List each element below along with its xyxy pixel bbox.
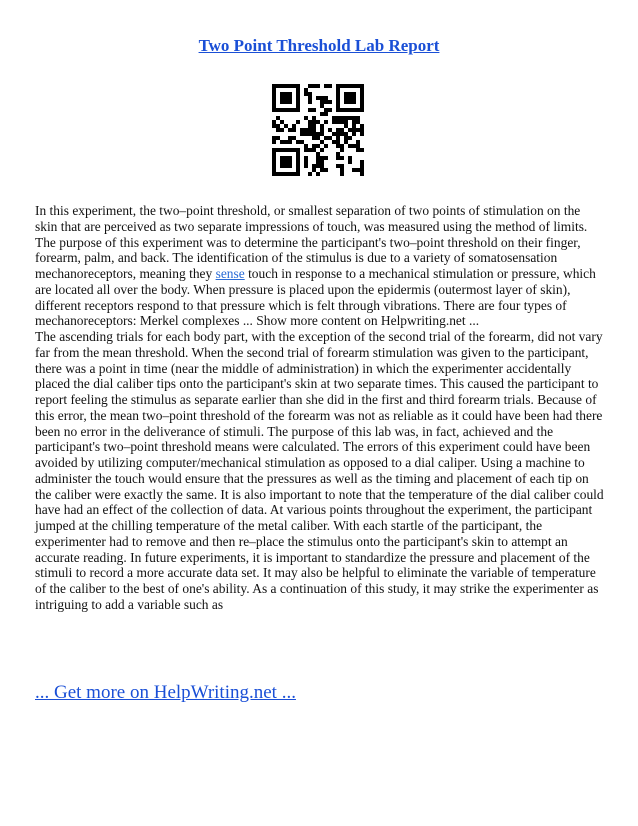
- qr-module: [356, 84, 360, 88]
- qr-module: [276, 136, 280, 140]
- qr-module: [308, 96, 312, 100]
- qr-module: [292, 124, 296, 128]
- qr-module: [348, 136, 352, 140]
- qr-module: [300, 132, 304, 136]
- qr-module: [280, 100, 284, 104]
- qr-module: [356, 140, 360, 144]
- qr-module: [280, 160, 284, 164]
- qr-module: [340, 148, 344, 152]
- qr-module: [308, 120, 312, 124]
- qr-module: [288, 136, 292, 140]
- qr-module: [336, 100, 340, 104]
- qr-module: [304, 128, 308, 132]
- qr-module: [312, 148, 316, 152]
- paragraph-intro-text-before: In this experiment, the two–point threshold, or smallest separation of two points of stimulation on the skin that are perceived as two separate impressions of touch, was measured using the method of limits. The purpose of this experiment was to determine the participant's two–point threshold on their finger, forearm, palm, and back. The identification of the stimulus is due to a variety of somatosensation mechanoreceptors, meaning they: [35, 203, 588, 281]
- qr-module: [308, 148, 312, 152]
- qr-module: [272, 84, 276, 88]
- qr-module: [344, 116, 348, 120]
- qr-module: [304, 156, 308, 160]
- qr-module: [340, 128, 344, 132]
- qr-module: [320, 156, 324, 160]
- qr-module: [356, 116, 360, 120]
- qr-module: [320, 100, 324, 104]
- qr-module: [272, 88, 276, 92]
- qr-module: [308, 172, 312, 176]
- report-body: [35, 203, 605, 613]
- qr-module: [320, 128, 324, 132]
- qr-module: [340, 172, 344, 176]
- qr-module: [296, 88, 300, 92]
- qr-module: [324, 168, 328, 172]
- qr-module: [336, 108, 340, 112]
- qr-module: [360, 88, 364, 92]
- qr-module: [276, 148, 280, 152]
- qr-module: [304, 132, 308, 136]
- qr-module: [272, 92, 276, 96]
- title-link[interactable]: Two Point Threshold Lab Report: [198, 36, 440, 55]
- qr-module: [360, 92, 364, 96]
- qr-module: [336, 88, 340, 92]
- qr-module: [340, 156, 344, 160]
- qr-module: [288, 92, 292, 96]
- qr-module: [308, 84, 312, 88]
- qr-module: [352, 92, 356, 96]
- qr-module: [276, 124, 280, 128]
- qr-module: [272, 124, 276, 128]
- qr-module: [356, 128, 360, 132]
- qr-module: [352, 120, 356, 124]
- qr-module: [312, 168, 316, 172]
- qr-module: [344, 84, 348, 88]
- qr-module: [360, 128, 364, 132]
- qr-module: [340, 120, 344, 124]
- qr-module: [272, 148, 276, 152]
- paragraph-intro-text-after: touch in response to a mechanical stimulation or pressure, which are located all over the body. When pressure is placed upon the epidermis (outermost layer of skin), different receptors respond to that pressure which is felt through vibrations. There are four types of mechanoreceptors: Merkel complexes ... Show more content on Helpwriting.net ...: [35, 266, 596, 329]
- qr-module: [280, 96, 284, 100]
- qr-module: [308, 128, 312, 132]
- qr-code-icon: [272, 84, 364, 176]
- qr-module: [304, 88, 308, 92]
- qr-module: [320, 168, 324, 172]
- qr-module: [336, 92, 340, 96]
- qr-module: [352, 84, 356, 88]
- qr-module: [336, 128, 340, 132]
- qr-module: [280, 92, 284, 96]
- qr-module: [284, 156, 288, 160]
- qr-module: [356, 148, 360, 152]
- qr-module: [284, 92, 288, 96]
- qr-module: [336, 136, 340, 140]
- paragraph-results: The ascending trials for each body part, with the exception of the second trial of the forearm, did not vary far from the mean threshold. When the second trial of forearm stimulation was given to the participant, there was a point in time (near the middle of administration) in which the experimenter accidentally placed the dial caliber tips onto the participant's skin at two separate times. This caused the participant to report feeling the stimulus as separate earlier than she did in the first and third forearm trials. Because of this error, the mean two–point threshold of the forearm was not as reliable as it could have been had there been no error in the deliverance of stimuli. The purpose of this lab was, in fact, achieved and the participant's two–point threshold means were calculated. The errors of this experiment could have been avoided by utilizing computer/mechanical stimulation as opposed to a dial caliper. Using a machine to administer the touch would ensure that the pressures as well as the timing and placement of each tip on the caliber were exactly the same. It is also important to note that the temperature of the dial caliber could have had an effect of the collection of data. At various points throughout the experiment, the participant jumped at the chilling temperature of the metal caliber. With each startle of the participant, the experimenter had to remove and then re–place the stimulus onto the participant's skin to attempt an accurate reading. In future experiments, it is important to standardize the pressure and placement of the stimuli to record a more accurate data set. It may also be helpful to eliminate the variable of temperature of the caliber to the best of one's ability. As a continuation of this study, it may strike the experimenter as intriguing to add a variable such as: [35, 329, 604, 612]
- qr-module: [312, 108, 316, 112]
- qr-module: [296, 108, 300, 112]
- qr-module: [348, 96, 352, 100]
- qr-module: [316, 160, 320, 164]
- qr-module: [272, 156, 276, 160]
- qr-module: [336, 156, 340, 160]
- qr-module: [272, 168, 276, 172]
- qr-module: [284, 100, 288, 104]
- qr-module: [296, 152, 300, 156]
- qr-module: [280, 156, 284, 160]
- qr-module: [308, 92, 312, 96]
- qr-module: [348, 160, 352, 164]
- qr-module: [320, 112, 324, 116]
- qr-module: [320, 104, 324, 108]
- qr-module: [304, 92, 308, 96]
- qr-module: [344, 108, 348, 112]
- qr-module: [348, 144, 352, 148]
- qr-module: [352, 116, 356, 120]
- qr-module: [292, 128, 296, 132]
- qr-module: [356, 168, 360, 172]
- qr-module: [344, 120, 348, 124]
- qr-module: [336, 120, 340, 124]
- qr-module: [336, 144, 340, 148]
- qr-module: [280, 172, 284, 176]
- qr-module: [324, 144, 328, 148]
- qr-module: [296, 148, 300, 152]
- qr-module: [280, 140, 284, 144]
- qr-module: [352, 108, 356, 112]
- qr-module: [320, 132, 324, 136]
- qr-module: [272, 140, 276, 144]
- qr-module: [288, 140, 292, 144]
- qr-module: [360, 100, 364, 104]
- qr-module: [344, 136, 348, 140]
- qr-module: [324, 136, 328, 140]
- qr-module: [300, 128, 304, 132]
- qr-module: [316, 120, 320, 124]
- qr-module: [320, 160, 324, 164]
- qr-module: [352, 100, 356, 104]
- qr-module: [316, 172, 320, 176]
- qr-module: [344, 124, 348, 128]
- qr-module: [312, 116, 316, 120]
- qr-module: [356, 108, 360, 112]
- qr-module: [360, 172, 364, 176]
- qr-module: [316, 132, 320, 136]
- qr-module: [348, 108, 352, 112]
- qr-module: [316, 136, 320, 140]
- qr-module: [336, 140, 340, 144]
- qr-module: [280, 120, 284, 124]
- qr-module: [292, 84, 296, 88]
- qr-module: [328, 84, 332, 88]
- qr-module: [284, 96, 288, 100]
- qr-module: [328, 128, 332, 132]
- qr-module: [288, 108, 292, 112]
- qr-module: [360, 84, 364, 88]
- qr-module: [324, 108, 328, 112]
- qr-module: [320, 96, 324, 100]
- qr-module: [308, 124, 312, 128]
- qr-module: [340, 164, 344, 168]
- qr-module: [288, 160, 292, 164]
- sense-link[interactable]: sense: [215, 266, 245, 281]
- qr-module: [340, 116, 344, 120]
- qr-module: [344, 132, 348, 136]
- qr-module: [284, 124, 288, 128]
- qr-module: [336, 164, 340, 168]
- qr-module: [324, 156, 328, 160]
- qr-module: [284, 148, 288, 152]
- qr-module: [320, 124, 324, 128]
- qr-module: [280, 128, 284, 132]
- qr-module: [348, 116, 352, 120]
- qr-module: [296, 120, 300, 124]
- qr-module: [276, 172, 280, 176]
- qr-module: [312, 128, 316, 132]
- qr-module: [352, 132, 356, 136]
- qr-module: [360, 108, 364, 112]
- qr-module: [280, 164, 284, 168]
- qr-module: [344, 92, 348, 96]
- qr-module: [280, 108, 284, 112]
- qr-module: [292, 136, 296, 140]
- qr-module: [292, 108, 296, 112]
- qr-module: [288, 148, 292, 152]
- qr-module: [360, 132, 364, 136]
- qr-module: [296, 104, 300, 108]
- qr-module: [284, 160, 288, 164]
- qr-module: [272, 100, 276, 104]
- qr-module: [344, 96, 348, 100]
- qr-module: [304, 164, 308, 168]
- qr-module: [272, 136, 276, 140]
- qr-module: [360, 124, 364, 128]
- qr-module: [336, 84, 340, 88]
- qr-module: [284, 164, 288, 168]
- qr-module: [348, 156, 352, 160]
- qr-module: [288, 128, 292, 132]
- qr-module: [296, 100, 300, 104]
- qr-module: [276, 116, 280, 120]
- qr-module: [272, 104, 276, 108]
- qr-module: [356, 120, 360, 124]
- qr-module: [320, 148, 324, 152]
- qr-module: [360, 164, 364, 168]
- qr-module: [296, 164, 300, 168]
- qr-module: [324, 120, 328, 124]
- qr-module: [348, 128, 352, 132]
- qr-module: [292, 172, 296, 176]
- qr-module: [292, 148, 296, 152]
- get-more-link[interactable]: ... Get more on HelpWriting.net ...: [35, 682, 296, 703]
- qr-module: [272, 120, 276, 124]
- qr-module: [296, 140, 300, 144]
- qr-module: [276, 128, 280, 132]
- qr-module: [308, 108, 312, 112]
- qr-module: [336, 104, 340, 108]
- qr-module: [312, 136, 316, 140]
- qr-module: [284, 84, 288, 88]
- qr-module: [332, 120, 336, 124]
- qr-module: [348, 92, 352, 96]
- qr-module: [316, 152, 320, 156]
- qr-module: [272, 160, 276, 164]
- qr-module: [288, 172, 292, 176]
- qr-module: [344, 140, 348, 144]
- qr-module: [320, 164, 324, 168]
- qr-module: [296, 172, 300, 176]
- qr-module: [332, 132, 336, 136]
- qr-module: [324, 96, 328, 100]
- qr-module: [296, 84, 300, 88]
- qr-module: [284, 108, 288, 112]
- qr-module: [272, 172, 276, 176]
- qr-module: [328, 108, 332, 112]
- qr-module: [288, 96, 292, 100]
- qr-module: [348, 84, 352, 88]
- qr-module: [316, 144, 320, 148]
- qr-module: [336, 132, 340, 136]
- qr-module: [340, 132, 344, 136]
- qr-module: [276, 108, 280, 112]
- qr-module: [308, 100, 312, 104]
- qr-module: [304, 148, 308, 152]
- qr-module: [316, 164, 320, 168]
- qr-module: [324, 100, 328, 104]
- qr-module: [284, 140, 288, 144]
- qr-module: [272, 164, 276, 168]
- qr-module: [352, 168, 356, 172]
- qr-module: [356, 144, 360, 148]
- qr-module: [312, 144, 316, 148]
- qr-module: [304, 160, 308, 164]
- qr-module: [348, 100, 352, 104]
- qr-module: [296, 156, 300, 160]
- qr-module: [336, 116, 340, 120]
- qr-module: [332, 140, 336, 144]
- qr-module: [288, 84, 292, 88]
- qr-module: [328, 136, 332, 140]
- qr-module: [296, 168, 300, 172]
- qr-module: [340, 168, 344, 172]
- qr-module: [324, 112, 328, 116]
- qr-module: [312, 84, 316, 88]
- qr-module: [276, 84, 280, 88]
- qr-module: [352, 96, 356, 100]
- qr-module: [312, 164, 316, 168]
- qr-module: [360, 148, 364, 152]
- qr-module: [324, 84, 328, 88]
- qr-module: [288, 100, 292, 104]
- qr-module: [288, 156, 292, 160]
- page-title: [0, 36, 638, 56]
- qr-module: [312, 132, 316, 136]
- qr-module: [304, 144, 308, 148]
- qr-module: [360, 168, 364, 172]
- qr-module: [280, 148, 284, 152]
- qr-module: [312, 120, 316, 124]
- qr-module: [296, 96, 300, 100]
- qr-module: [316, 84, 320, 88]
- qr-module: [328, 100, 332, 104]
- qr-module: [360, 96, 364, 100]
- qr-module: [308, 132, 312, 136]
- qr-module: [344, 100, 348, 104]
- more-link-container: [35, 682, 296, 704]
- qr-module: [272, 152, 276, 156]
- qr-module: [272, 108, 276, 112]
- qr-module: [304, 116, 308, 120]
- qr-module: [284, 172, 288, 176]
- qr-module: [352, 124, 356, 128]
- qr-module: [360, 104, 364, 108]
- qr-module: [340, 144, 344, 148]
- qr-module: [300, 140, 304, 144]
- qr-module: [312, 124, 316, 128]
- qr-module: [280, 84, 284, 88]
- paragraph-intro: [35, 203, 605, 329]
- qr-module: [336, 152, 340, 156]
- qr-module: [332, 116, 336, 120]
- qr-module: [316, 156, 320, 160]
- qr-module: [320, 140, 324, 144]
- qr-module: [316, 96, 320, 100]
- qr-module: [340, 84, 344, 88]
- qr-module: [296, 92, 300, 96]
- qr-module: [352, 144, 356, 148]
- qr-module: [340, 108, 344, 112]
- qr-module: [272, 96, 276, 100]
- qr-module: [288, 164, 292, 168]
- qr-module: [296, 160, 300, 164]
- qr-module: [360, 160, 364, 164]
- qr-module: [352, 128, 356, 132]
- qr-module: [336, 96, 340, 100]
